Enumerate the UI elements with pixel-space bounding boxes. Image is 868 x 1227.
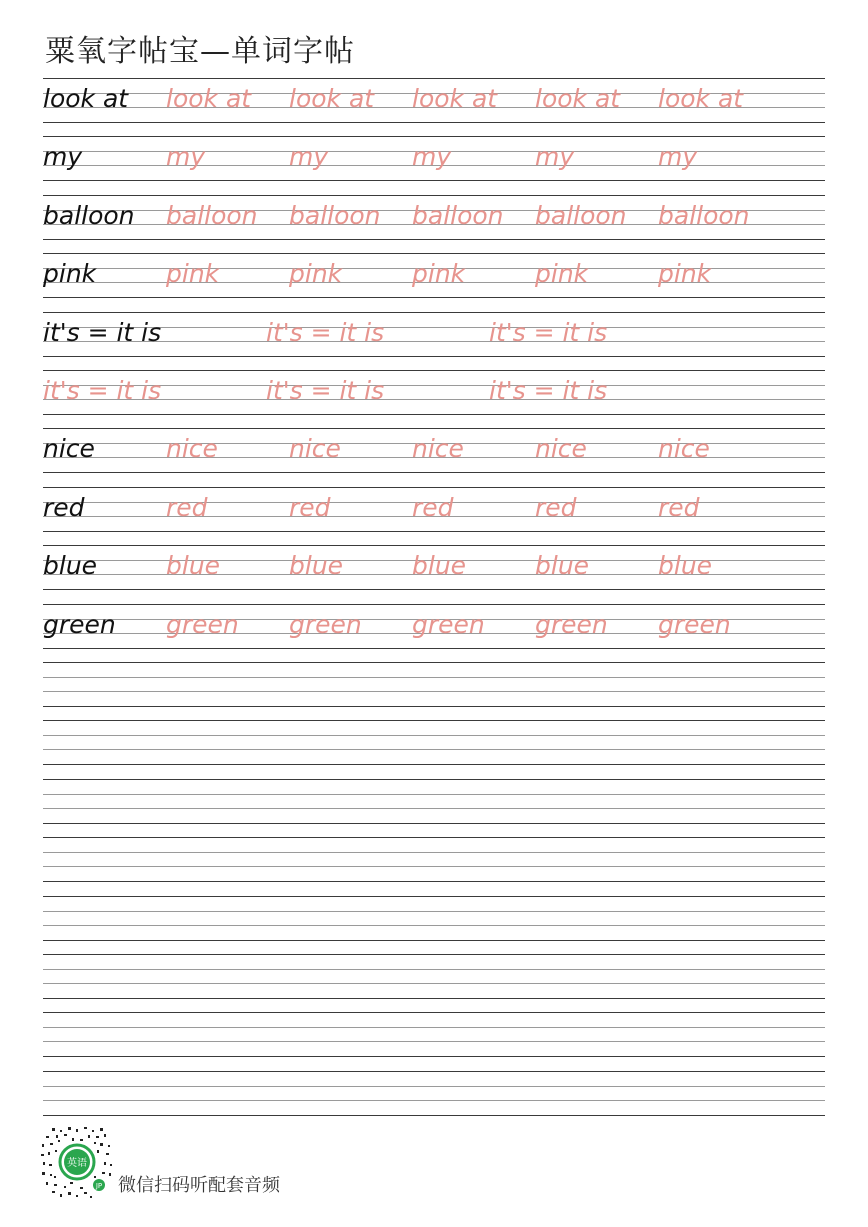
model-word: look at — [43, 84, 129, 113]
model-word: blue — [43, 551, 98, 580]
guide-line — [43, 969, 825, 970]
trace-word: balloon — [658, 201, 750, 230]
guide-line — [43, 356, 825, 357]
trace-word: nice — [289, 434, 341, 463]
trace-word: it's = it is — [489, 376, 608, 405]
guide-line — [43, 662, 825, 663]
trace-word: green — [412, 610, 485, 639]
guide-line — [43, 852, 825, 853]
guide-line — [43, 779, 825, 780]
guide-line — [43, 911, 825, 912]
blank-practice-row — [43, 837, 825, 881]
guide-line — [43, 940, 825, 941]
practice-row — [43, 487, 825, 531]
trace-word: balloon — [289, 201, 381, 230]
trace-word: my — [289, 142, 329, 171]
qr-corner-label: JP — [95, 1182, 103, 1190]
trace-word: red — [289, 493, 331, 522]
blank-practice-row — [43, 896, 825, 940]
guide-line — [43, 648, 825, 649]
trace-word: look at — [166, 84, 252, 113]
model-word: pink — [43, 259, 97, 288]
trace-word: look at — [412, 84, 498, 113]
guide-line — [43, 896, 825, 897]
guide-line — [43, 794, 825, 795]
guide-line — [43, 925, 825, 926]
trace-word: balloon — [535, 201, 627, 230]
trace-word: look at — [289, 84, 375, 113]
guide-line — [43, 881, 825, 882]
guide-line — [43, 78, 825, 79]
guide-line — [43, 414, 825, 415]
guide-line — [43, 253, 825, 254]
practice-row — [43, 604, 825, 648]
guide-line — [43, 472, 825, 473]
page-title: 粟氧字帖宝—单词字帖 — [45, 34, 355, 69]
trace-word: blue — [412, 551, 467, 580]
guide-line — [43, 195, 825, 196]
guide-line — [43, 589, 825, 590]
trace-word: red — [166, 493, 208, 522]
guide-line — [43, 428, 825, 429]
trace-word: blue — [658, 551, 713, 580]
trace-word: blue — [535, 551, 590, 580]
trace-word: it's = it is — [489, 318, 608, 347]
trace-word: red — [658, 493, 700, 522]
trace-word: pink — [166, 259, 220, 288]
trace-word: my — [535, 142, 575, 171]
trace-word: red — [535, 493, 577, 522]
trace-word: nice — [535, 434, 587, 463]
practice-row — [43, 428, 825, 472]
guide-line — [43, 1086, 825, 1087]
trace-word: pink — [412, 259, 466, 288]
guide-line — [43, 180, 825, 181]
blank-practice-row — [43, 662, 825, 706]
trace-word: pink — [535, 259, 589, 288]
guide-line — [43, 136, 825, 137]
guide-line — [43, 239, 825, 240]
guide-line — [43, 823, 825, 824]
guide-line — [43, 545, 825, 546]
practice-row — [43, 195, 825, 239]
guide-line — [43, 691, 825, 692]
guide-line — [43, 677, 825, 678]
trace-word: my — [658, 142, 698, 171]
practice-row — [43, 312, 825, 356]
model-word: balloon — [43, 201, 135, 230]
guide-line — [43, 531, 825, 532]
trace-word: it's = it is — [43, 376, 162, 405]
model-word: green — [43, 610, 116, 639]
scan-instruction: 微信扫码听配套音频 — [118, 1175, 280, 1196]
guide-line — [43, 1041, 825, 1042]
practice-row — [43, 253, 825, 297]
guide-line — [43, 487, 825, 488]
trace-word: green — [289, 610, 362, 639]
guide-line — [43, 866, 825, 867]
trace-word: my — [166, 142, 206, 171]
guide-line — [43, 1115, 825, 1116]
trace-word: green — [658, 610, 731, 639]
practice-row — [43, 136, 825, 180]
guide-line — [43, 764, 825, 765]
guide-line — [43, 1100, 825, 1101]
trace-word: pink — [289, 259, 343, 288]
blank-practice-row — [43, 779, 825, 823]
trace-word: nice — [412, 434, 464, 463]
trace-word: green — [535, 610, 608, 639]
trace-word: it's = it is — [266, 318, 385, 347]
trace-word: nice — [166, 434, 218, 463]
trace-word: pink — [658, 259, 712, 288]
trace-word: red — [412, 493, 454, 522]
practice-row — [43, 545, 825, 589]
guide-line — [43, 312, 825, 313]
guide-line — [43, 735, 825, 736]
guide-line — [43, 998, 825, 999]
guide-line — [43, 1012, 825, 1013]
guide-line — [43, 983, 825, 984]
guide-line — [43, 1071, 825, 1072]
trace-word: green — [166, 610, 239, 639]
trace-word: blue — [166, 551, 221, 580]
guide-line — [43, 370, 825, 371]
blank-practice-row — [43, 1071, 825, 1115]
guide-line — [43, 749, 825, 750]
guide-line — [43, 954, 825, 955]
guide-line — [43, 297, 825, 298]
trace-word: blue — [289, 551, 344, 580]
guide-line — [43, 1056, 825, 1057]
trace-word: my — [412, 142, 452, 171]
model-word: my — [43, 142, 83, 171]
model-word: red — [43, 493, 85, 522]
qr-badge-label: 英语 — [67, 1158, 87, 1169]
blank-practice-row — [43, 954, 825, 998]
practice-row — [43, 78, 825, 122]
handwriting-sheet — [43, 0, 825, 1227]
trace-word: look at — [535, 84, 621, 113]
model-word: it's = it is — [43, 318, 162, 347]
practice-row — [43, 370, 825, 414]
qr-code-icon[interactable] — [40, 1126, 114, 1200]
model-word: nice — [43, 434, 95, 463]
guide-line — [43, 604, 825, 605]
trace-word: balloon — [166, 201, 258, 230]
guide-line — [43, 808, 825, 809]
trace-word: balloon — [412, 201, 504, 230]
guide-line — [43, 1027, 825, 1028]
guide-line — [43, 706, 825, 707]
trace-word: it's = it is — [266, 376, 385, 405]
trace-word: look at — [658, 84, 744, 113]
trace-word: nice — [658, 434, 710, 463]
guide-line — [43, 720, 825, 721]
guide-line — [43, 837, 825, 838]
blank-practice-row — [43, 1012, 825, 1056]
guide-line — [43, 122, 825, 123]
blank-practice-row — [43, 720, 825, 764]
